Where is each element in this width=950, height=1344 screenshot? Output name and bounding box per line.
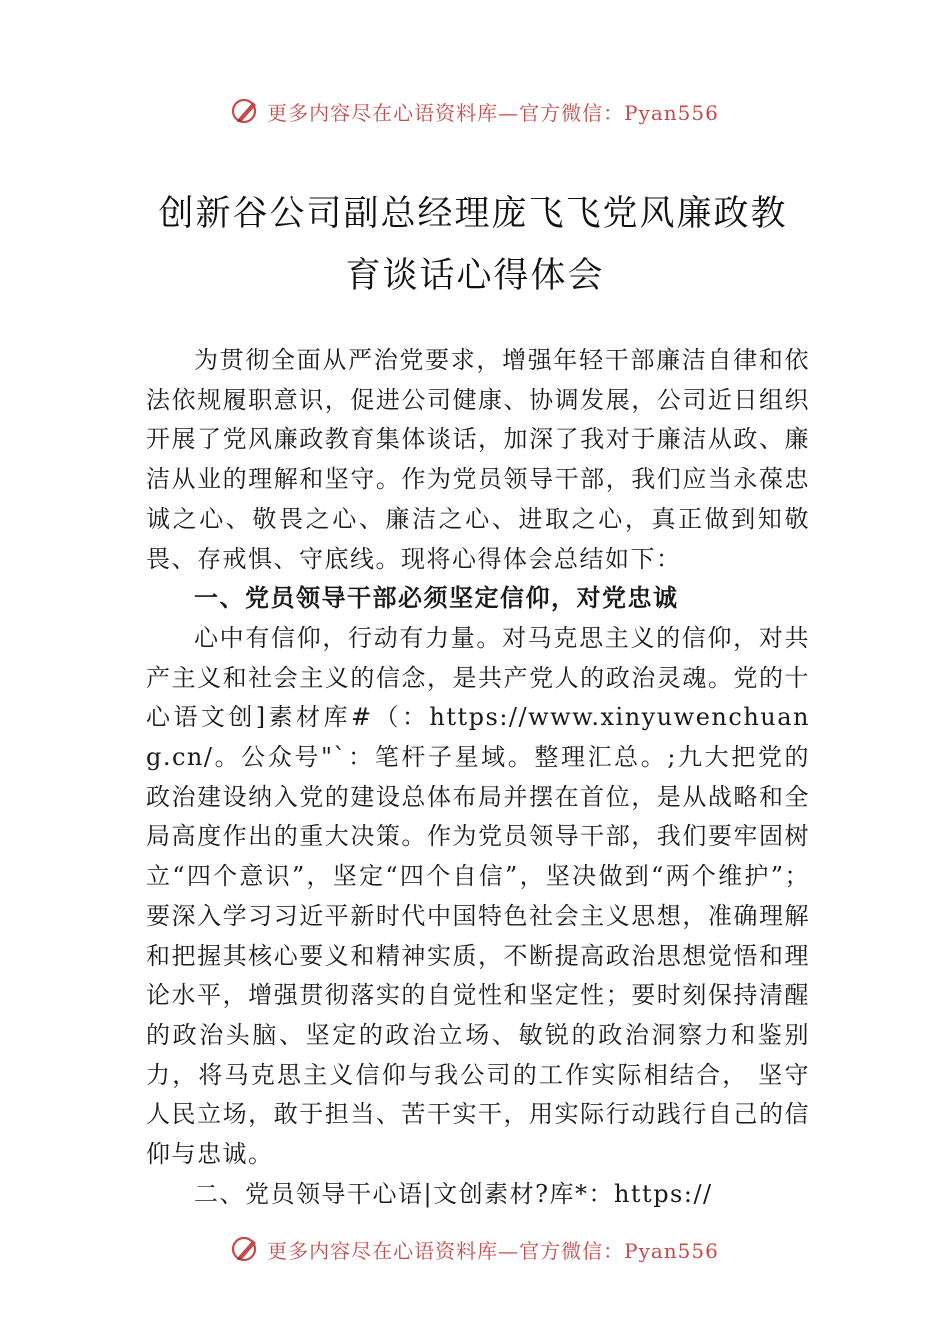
pen-logo-icon xyxy=(231,96,261,126)
pen-logo-icon xyxy=(231,1234,261,1264)
watermark-text: 更多内容尽在心语资料库—官方微信：Pyan556 xyxy=(267,100,719,125)
section-heading-2: 二、党员领导干心语|文创素材?库*：https:// xyxy=(194,1179,713,1208)
paragraph-intro: 为贯彻全面从严治党要求，增强年轻干部廉洁自律和依法依规履职意识，促进公司健康、协调发展，公司近日组织开展了党风廉政教育集体谈话，加深了我对于廉洁从政、廉洁从业的理解和坚守。作为党员领导干部，我们应当永葆忠诚之心、敬畏之心、廉洁之心、进取之心，真正做到知敬畏、存戒惧、守底线。现将心得体会总结如下： xyxy=(146,346,810,573)
watermark-header xyxy=(0,96,950,126)
document-title-line2: 育谈话心得体会 xyxy=(345,256,605,296)
document-body xyxy=(146,341,810,1214)
paragraph-section-1: 心中有信仰，行动有力量。对马克思主义的信仰，对共产主义和社会主义的信念，是共产党人的政治灵魂。党的十心语文创]素材库#（：https://www.xinyuwenchuang.cn/。公众号"`：笔杆子星域。整理汇总。;九大把党的政治建设纳入党的建设总体布局并摆在首位，是从战略和全局高度作出的重大决策。作为党员领导干部，我们要牢固树立“四个意识”，坚定“四个自信”，坚决做到“两个维护”；要深入学习习近平新时代中国特色社会主义思想，准确理解和把握其核心要义和精神实质，不断提高政治思想觉悟和理论水平，增强贯彻落实的自觉性和坚定性；要时刻保持清醒的政治头脑、坚定的政治立场、敏锐的政治洞察力和鉴别力，将马克思主义信仰与我公司的工作实际相结合， 坚守人民立场，敢于担当、苦干实干，用实际行动践行自己的信仰与忠诚。 xyxy=(146,623,810,1169)
document-title-line1: 创新谷公司副总经理庞飞飞党风廉政教 xyxy=(158,194,788,234)
watermark-footer xyxy=(0,1234,950,1264)
section-heading-1: 一、党员领导干部必须坚定信仰，对党忠诚 xyxy=(194,584,679,613)
watermark-text: 更多内容尽在心语资料库—官方微信：Pyan556 xyxy=(267,1238,719,1263)
